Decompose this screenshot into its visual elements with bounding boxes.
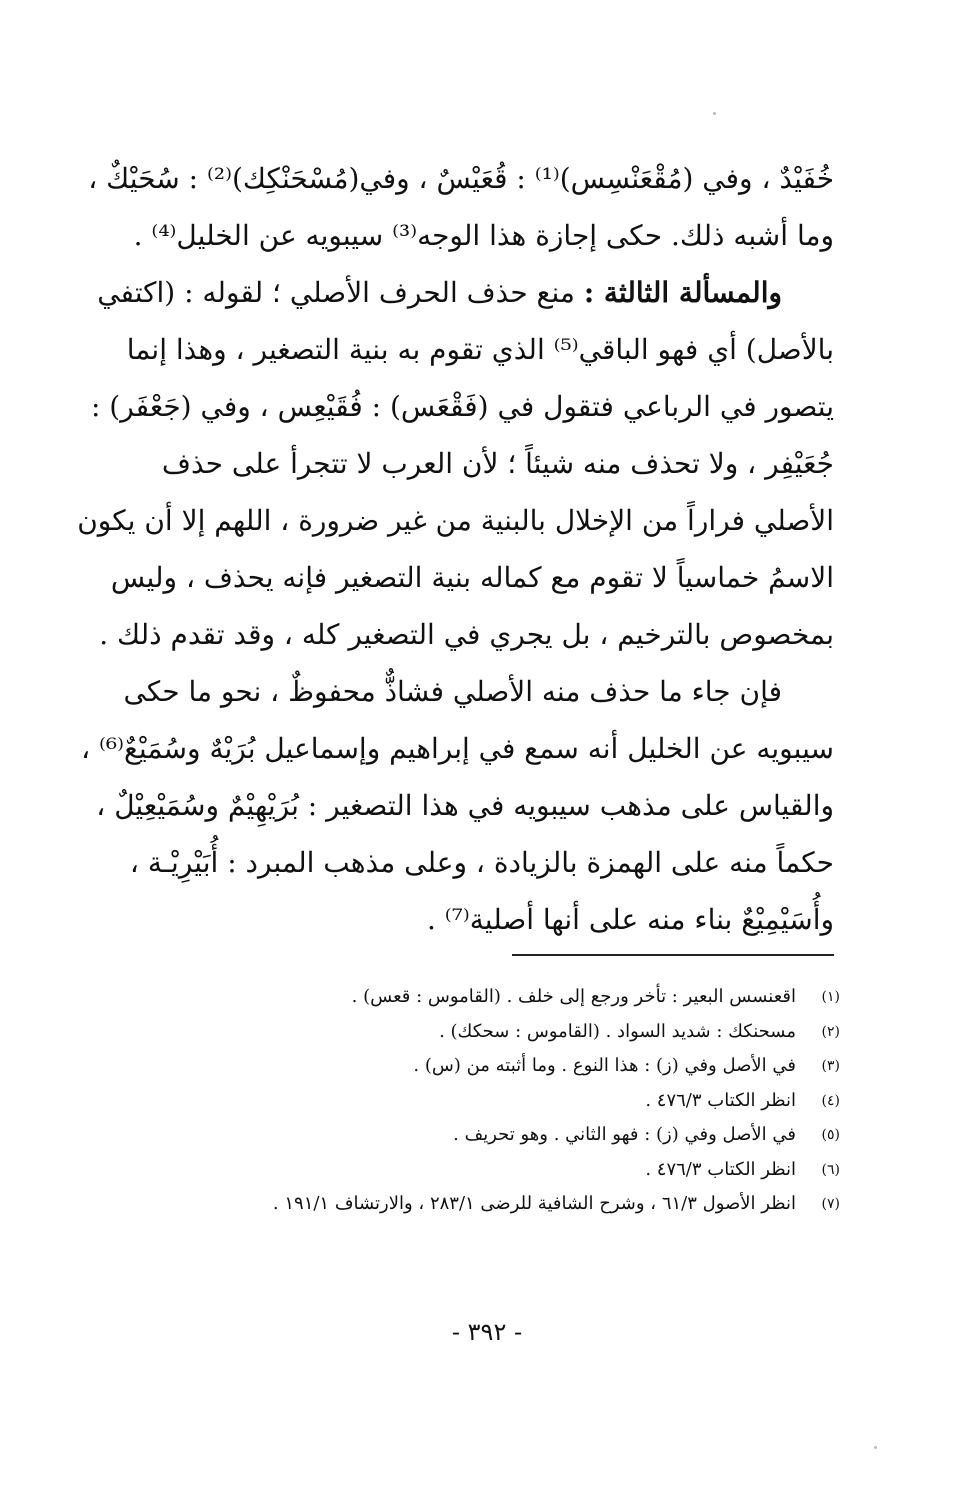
footnote-text: اقعنسس البعير : تأخر ورجع إلى خلف . (القاموس : قعس) .	[351, 986, 796, 1007]
scan-speck	[874, 1446, 877, 1449]
text-line: بالأصل) أي فهو الباقي⁽⁵⁾ الذي تقوم به بنية التصغير ، وهذا إنما	[126, 333, 834, 366]
footnote	[150, 1049, 840, 1084]
text-line: وما أشبه ذلك. حكى إجازة هذا الوجه⁽³⁾ سيبويه عن الخليل⁽⁴⁾ .	[133, 219, 834, 252]
text-line: يتصور في الرباعي فتقول في (فَقْعَس) : فُقَيْعِس ، وفي (جَعْفَر) :	[90, 390, 834, 423]
footnote-separator	[512, 954, 834, 956]
scan-speck	[713, 112, 716, 115]
footnote-number: (٥)	[821, 1127, 840, 1143]
footnote	[150, 1015, 840, 1050]
text-line: فإن جاء ما حذف منه الأصلي فشاذٌّ محفوظٌ ، نحو ما حكى	[123, 675, 782, 708]
main-text	[77, 150, 834, 948]
footnote	[150, 1084, 840, 1119]
paragraph-2	[77, 264, 834, 663]
footnote-number: (٦)	[821, 1161, 840, 1178]
footnote-number: (٢)	[821, 1023, 840, 1040]
text-line: خُفَيْدٌ ، وفي (مُقْعَنْسِس)⁽¹⁾ : قُعَيْسٌ ، وفي(مُسْحَنْكِك)⁽²⁾ : سُحَيْكٌ ،	[88, 162, 834, 195]
footnote-number: (٧)	[821, 1196, 840, 1212]
paragraph-3	[81, 663, 834, 948]
footnote	[150, 1118, 840, 1153]
text-line: حكماً منه على الهمزة بالزيادة ، وعلى مذهب المبرد : أُبَيْرِيْـة ،	[129, 846, 834, 879]
footnote-text: انظر الكتاب ٤٧٦/٣ .	[645, 1158, 796, 1180]
text-line: الأصلي فراراً من الإخلال بالبنية من غير ضرورة ، اللهم إلا أن يكون	[77, 504, 834, 537]
text-run: منع حذف الحرف الأصلي ؛ لقوله : (اكتفي	[97, 276, 584, 309]
text-line: وأُسَيْمِيْعٌ بناء منه على أنها أصلية⁽⁷⁾ .	[426, 903, 834, 936]
footnote-number: (٤)	[821, 1092, 840, 1109]
footnote-text: انظر الأصول ٦١/٣ ، وشرح الشافية للرضى ٢٨٣/١ ، والارتشاف ١٩١/١ .	[272, 1193, 796, 1214]
text-line: الاسمُ خماسياً لا تقوم مع كماله بنية التصغير فإنه يحذف ، وليس	[110, 561, 834, 594]
text-line: بمخصوص بالترخيم ، بل يجري في التصغير كله ، وقد تقدم ذلك .	[99, 618, 834, 651]
footnote	[150, 1153, 840, 1188]
section-heading: والمسألة الثالثة :	[583, 276, 782, 309]
text-line: والقياس على مذهب سيبويه في هذا التصغير : بُرَيْهِيْمٌ وسُمَيْعِيْلٌ ،	[96, 789, 834, 822]
footnotes	[150, 980, 840, 1222]
text-line	[97, 264, 834, 321]
footnote-text: مسحنكك : شديد السواد . (القاموس : سحكك) .	[439, 1020, 796, 1042]
footnote-text: انظر الكتاب ٤٧٦/٣ .	[645, 1089, 796, 1111]
text-line: جُعَيْفِر ، ولا تحذف منه شيئاً ؛ لأن العرب لا تتجرأ على حذف	[161, 447, 834, 480]
footnote-text: في الأصل وفي (ز) : هذا النوع . وما أثبته من (س) .	[413, 1055, 796, 1076]
paragraph-1	[88, 150, 834, 264]
page-number: - ٣٩٢ -	[451, 1318, 523, 1346]
footnote	[150, 1187, 840, 1222]
footnote-number: (٣)	[821, 1058, 840, 1074]
footnote	[150, 980, 840, 1015]
footnote-number: (١)	[821, 989, 840, 1005]
footnote-text: في الأصل وفي (ز) : فهو الثاني . وهو تحريف .	[453, 1124, 796, 1145]
text-line: سيبويه عن الخليل أنه سمع في إبراهيم وإسماعيل بُرَيْهٌ وسُمَيْعٌ⁽⁶⁾ ،	[81, 732, 834, 765]
